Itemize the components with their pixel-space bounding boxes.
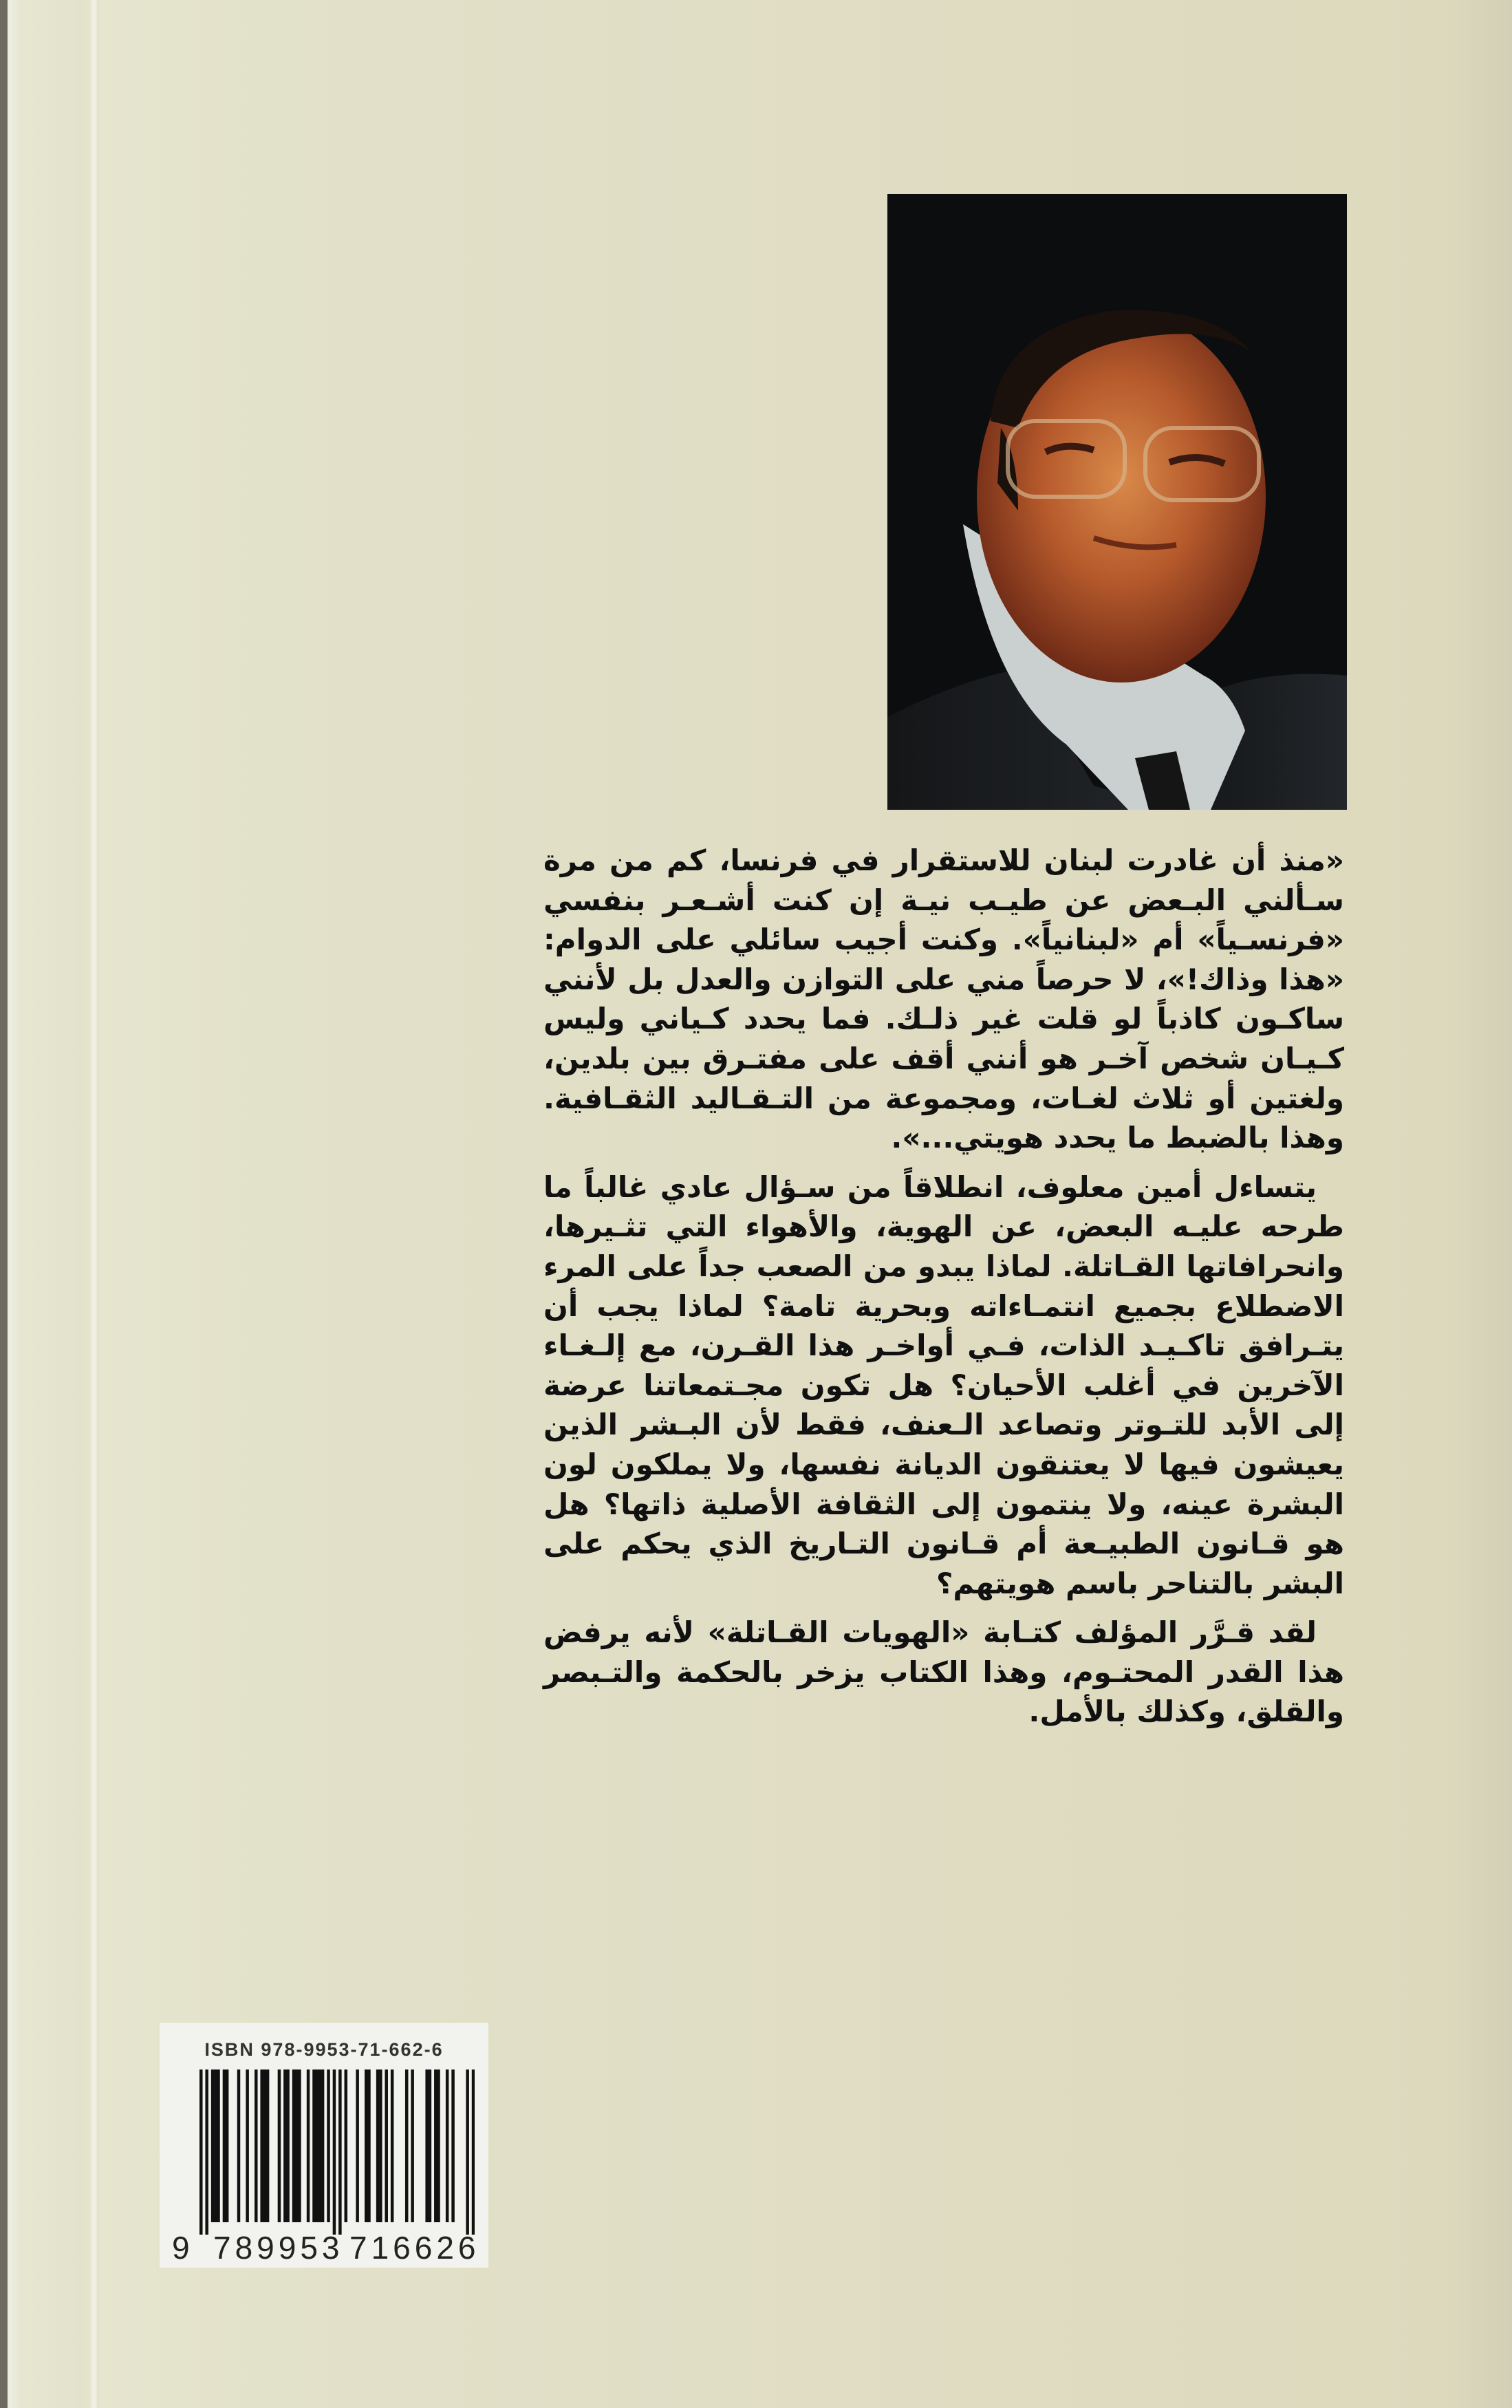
closing-paragraph	[543, 1613, 1344, 1732]
closing-line: والقلق، وكذلك بالأمل.	[1028, 1695, 1344, 1729]
barcode-bar	[446, 2070, 449, 2222]
barcode-bar	[434, 2070, 438, 2222]
barcode-bar	[376, 2070, 380, 2222]
barcode-bar	[246, 2070, 249, 2222]
question-line: هو قـانون الطبيـعة أم قـانون التـاريخ الذي يحكم على	[543, 1527, 1344, 1561]
barcode-bar	[437, 2070, 440, 2222]
barcode-bar	[298, 2070, 301, 2222]
spine-crease	[89, 0, 99, 2408]
barcode-bar	[307, 2070, 310, 2222]
quote-line: ساكـون كاذباً لو قلت غير ذلـك. فما يحدد كـياني وليس	[543, 1002, 1344, 1036]
closing-line: لقد قـرَّر المؤلف كتـابة «الهويات القـاتلة» لأنه يرفض	[543, 1615, 1317, 1650]
barcode-bar	[286, 2070, 290, 2222]
barcode-bar	[327, 2070, 330, 2222]
barcode-bar	[321, 2070, 325, 2222]
question-line: البشرة عينه، ولا ينتمون إلى الثقافة الأصلية ذاتها؟ هل	[543, 1487, 1344, 1521]
barcode-bar	[391, 2070, 394, 2222]
barcode-bar	[472, 2070, 475, 2235]
quote-line: سـألني البـعض عن طيـب نيـة إن كنت أشـعـر بنفسي	[543, 883, 1344, 917]
barcode-bar	[263, 2070, 267, 2222]
author-portrait-image	[887, 194, 1347, 810]
barcode-bar	[266, 2070, 270, 2222]
barcode-bar	[283, 2070, 287, 2222]
question-line: طرحه عليـه البعض، عن الهوية، والأهواء التي تثـيرها،	[543, 1210, 1344, 1244]
ean-left-group: 789953	[213, 2230, 344, 2266]
quote-line: ولغتين أو ثلاث لغـات، ومجموعة من التـقـاليد الثقـافية.	[543, 1081, 1344, 1115]
barcode-bar	[226, 2070, 229, 2222]
barcode-bar	[278, 2070, 281, 2222]
barcode-bar	[451, 2070, 455, 2222]
question-line: وانحرافاتها القـاتلة. لماذا يبدو من الصعب جداً على المرء	[543, 1249, 1344, 1283]
barcode-bar	[379, 2070, 382, 2222]
ean-right-group: 716626	[349, 2230, 480, 2266]
closing-line: هذا القدر المحتـوم، وهذا الكتاب يزخر بالحكمة والتـبصر	[543, 1655, 1344, 1689]
back-cover-blurb	[543, 841, 1344, 1741]
question-line: يتـرافق تاكـيـد الذات، فـي أواخـر هذا القـرن، مع إلـغـاء	[543, 1329, 1344, 1363]
barcode-bar	[214, 2070, 217, 2222]
barcode-bar	[345, 2070, 348, 2222]
quote-line: وهذا بالضبط ما يحدد هويتي...».	[891, 1121, 1344, 1155]
question-line: البشر بالتناحر باسم هويتهم؟	[936, 1566, 1344, 1600]
barcode-bar	[338, 2070, 342, 2235]
question-line: الاضطلاع بجميع انتمـاءاته وبحرية تامة؟ لماذا يجب أن	[543, 1289, 1344, 1323]
author-quote-paragraph	[543, 841, 1344, 1158]
question-line: الآخرين في أغلب الأحيان؟ هل تكون مجـتمعاتنا عرضة	[543, 1368, 1344, 1402]
ean-digits	[172, 2229, 480, 2266]
ean-first-digit: 9	[172, 2230, 190, 2266]
isbn-label: ISBN 978-9953-71-662-6	[204, 2039, 444, 2060]
barcode-bars	[199, 2070, 475, 2235]
barcode-bar	[405, 2070, 409, 2222]
barcode-bar	[385, 2070, 388, 2222]
barcode-bar	[312, 2070, 316, 2222]
barcode-bar	[199, 2070, 203, 2235]
barcode-bar	[365, 2070, 368, 2222]
barcode-bar	[466, 2070, 469, 2235]
barcode-bar	[356, 2070, 359, 2222]
quote-line: «هذا وذاك!»، لا حرصاً مني على التوازن والعدل بل لأنني	[543, 962, 1344, 996]
question-line: يتساءل أمين معلوف، انطلاقاً من سـؤال عادي غالباً ما	[543, 1170, 1317, 1204]
barcode-bar	[315, 2070, 318, 2222]
barcode-bar	[318, 2070, 322, 2222]
author-photo	[887, 194, 1347, 810]
question-line: إلى الأبد للتـوتر وتصاعد الـعنف، فقط لأن البـشر الذين	[543, 1408, 1344, 1442]
barcode-bar	[223, 2070, 226, 2222]
barcode-bar	[211, 2070, 215, 2222]
quote-line: «فرنسـياً» أم «لبنانياً». وكنت أجيب سائلي على الدوام:	[543, 923, 1344, 957]
barcode-bar	[292, 2070, 296, 2222]
barcode-bar	[295, 2070, 299, 2222]
question-line: يعيشون فيها لا يعتنقون الديانة نفسها، ولا يملكون لون	[543, 1447, 1344, 1481]
quote-line: كـيـان شخص آخـر هو أنني أقف على مفتـرق بين بلدين،	[543, 1041, 1344, 1075]
barcode-bar	[205, 2070, 208, 2235]
barcode-bar	[255, 2070, 258, 2222]
barcode-bar	[411, 2070, 414, 2222]
barcode-bar	[429, 2070, 432, 2222]
barcode-bar	[333, 2070, 336, 2235]
questions-paragraph	[543, 1168, 1344, 1604]
isbn-barcode	[160, 2023, 488, 2268]
barcode-bar	[217, 2070, 220, 2222]
barcode-bar	[237, 2070, 241, 2222]
barcode-bar	[425, 2070, 429, 2222]
barcode-bar	[260, 2070, 263, 2222]
quote-line: «منذ أن غادرت لبنان للاستقرار في فرنسا، كم من مرة	[543, 843, 1344, 877]
barcode-bar	[367, 2070, 371, 2222]
